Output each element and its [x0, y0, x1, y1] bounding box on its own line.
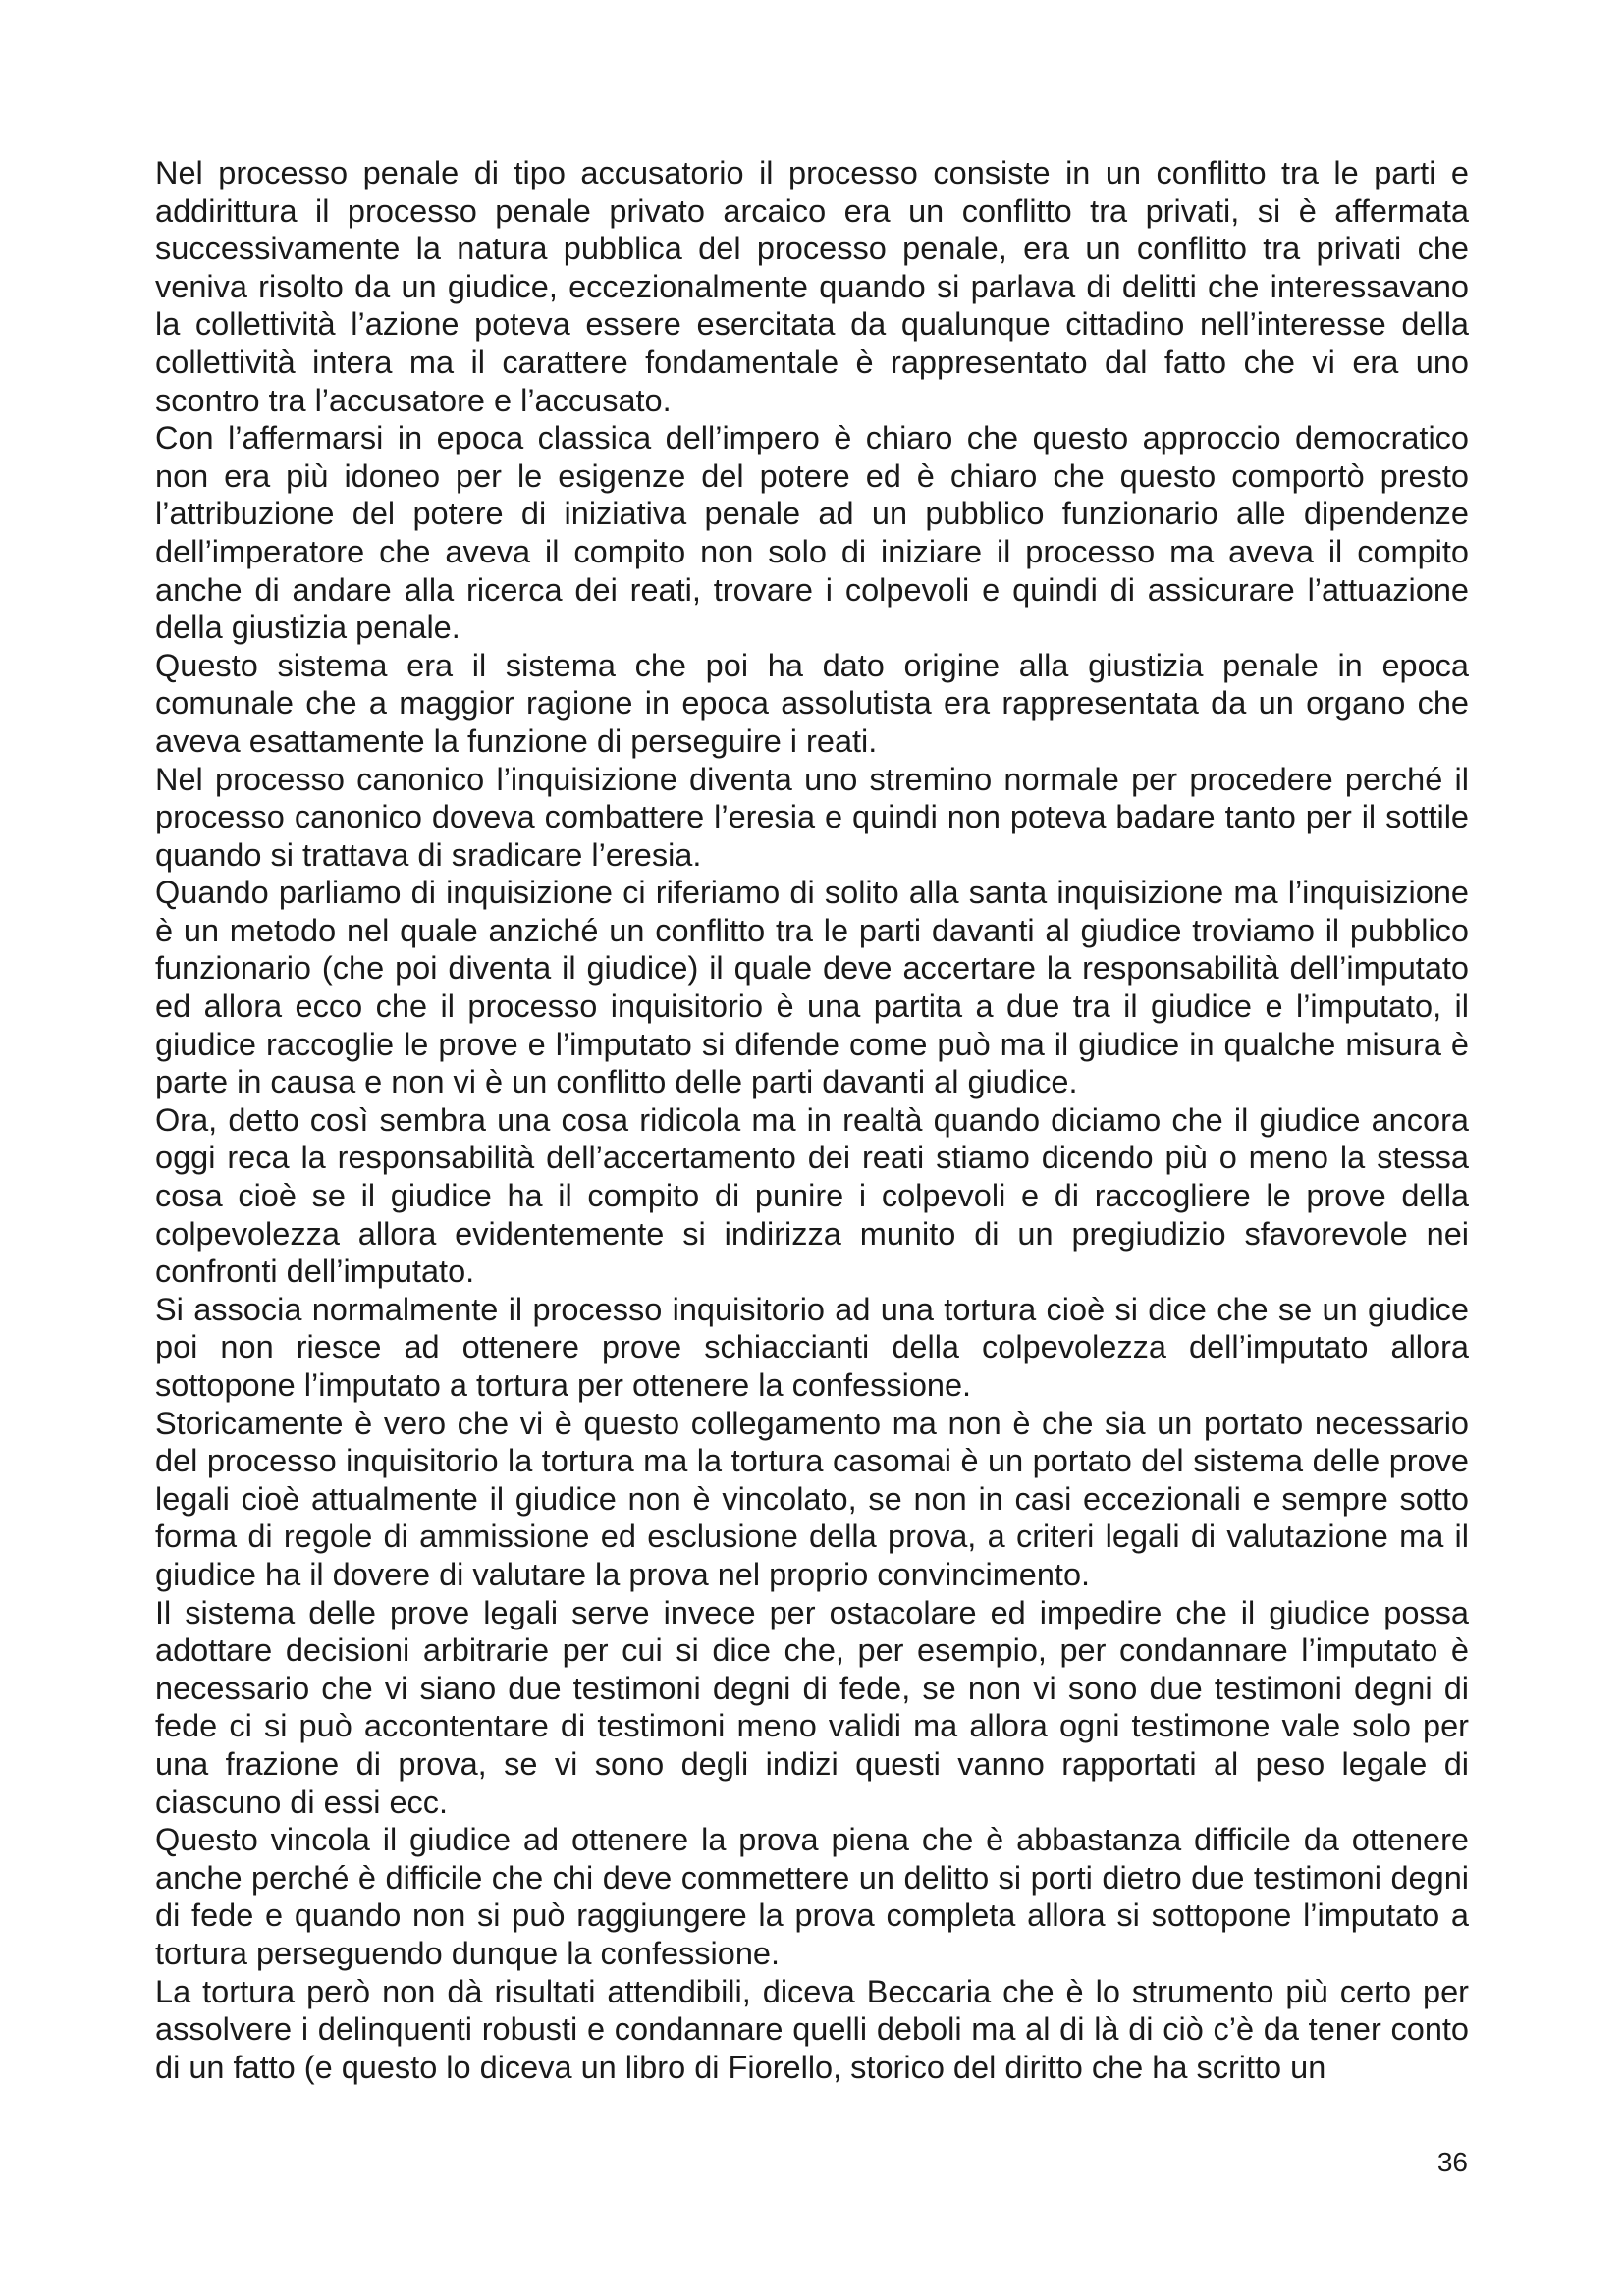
paragraph: Quando parliamo di inquisizione ci riferiamo di solito alla santa inquisizione ma l’inquisizione è un metodo nel quale anziché un conflitto tra le parti davanti al giudice troviamo il pubblico funzionario (che poi diventa il giudice) il quale deve accertare la responsabilità dell’imputato ed allora ecco che il processo inquisitorio è una partita a due tra il giudice e l’imputato, il giudice raccoglie le prove e l’imputato si difende come può ma il giudice in qualche misura è parte in causa e non vi è un conflitto delle parti davanti al giudice.	[155, 875, 1469, 1100]
paragraph: Questo sistema era il sistema che poi ha dato origine alla giustizia penale in epoca comunale che a maggior ragione in epoca assolutista era rappresentata da un organo che aveva esattamente la funzione di perseguire i reati.	[155, 647, 1469, 759]
paragraph: Il sistema delle prove legali serve invece per ostacolare ed impedire che il giudice possa adottare decisioni arbitrarie per cui si dice che, per esempio, per condannare l’imputato è necessario che vi siano due testimoni degni di fede, se non vi sono due testimoni degni di fede ci si può accontentare di testimoni meno validi ma allora ogni testimone vale solo per una frazione di prova, se vi sono degli indizi questi vanno rapportati al peso legale di ciascuno di essi ecc.	[155, 1594, 1469, 1820]
page-number: 36	[1436, 2147, 1468, 2177]
paragraph: Storicamente è vero che vi è questo collegamento ma non è che sia un portato necessario del processo inquisitorio la tortura ma la tortura casomai è un portato del sistema delle prove legali cioè attualmente il giudice non è vincolato, se non in casi eccezionali e sempre sotto forma di regole di ammissione ed esclusione della prova, a criteri legali di valutazione ma il giudice ha il dovere di valutare la prova nel proprio convincimento.	[155, 1405, 1469, 1592]
paragraph: Questo vincola il giudice ad ottenere la prova piena che è abbastanza difficile da ottenere anche perché è difficile che chi deve commettere un delitto si porti dietro due testimoni degni di fede e quando non si può raggiungere la prova completa allora si sottopone l’imputato a tortura perseguendo dunque la confessione.	[155, 1822, 1469, 1971]
paragraph: Ora, detto così sembra una cosa ridicola ma in realtà quando diciamo che il giudice ancora oggi reca la responsabilità dell’accertamento dei reati stiamo dicendo più o meno la stessa cosa cioè se il giudice ha il compito di punire i colpevoli e di raccogliere le prove della colpevolezza allora evidentemente si indirizza munito di un pregiudizio sfavorevole nei confronti dell’imputato.	[155, 1101, 1469, 1290]
paragraph: La tortura però non dà risultati attendibili, diceva Beccaria che è lo strumento più certo per assolvere i delinquenti robusti e condannare quelli deboli ma al di là di ciò c’è da tener conto di un fatto (e questo lo diceva un libro di Fiorello, storico del diritto che ha scritto un	[155, 1973, 1469, 2085]
paragraph: Si associa normalmente il processo inquisitorio ad una tortura cioè si dice che se un giudice poi non riesce ad ottenere prove schiaccianti della colpevolezza dell’imputato allora sottopone l’imputato a tortura per ottenere la confessione.	[155, 1291, 1469, 1403]
body-text	[155, 154, 1469, 2086]
paragraph: Nel processo penale di tipo accusatorio il processo consiste in un conflitto tra le parti e addirittura il processo penale privato arcaico era un conflitto tra privati, si è affermata successivamente la natura pubblica del processo penale, era un conflitto tra privati che veniva risolto da un giudice, eccezionalmente quando si parlava di delitti che interessavano la collettività l’azione poteva essere esercitata da qualunque cittadino nell’interesse della collettività intera ma il carattere fondamentale è rappresentato dal fatto che vi era uno scontro tra l’accusatore e l’accusato.	[155, 155, 1469, 418]
paragraph: Con l’affermarsi in epoca classica dell’impero è chiaro che questo approccio democratico non era più idoneo per le esigenze del potere ed è chiaro che questo comportò presto l’attribuzione del potere di iniziativa penale ad un pubblico funzionario alle dipendenze dell’imperatore che aveva il compito non solo di iniziare il processo ma aveva il compito anche di andare alla ricerca dei reati, trovare i colpevoli e quindi di assicurare l’attuazione della giustizia penale.	[155, 420, 1469, 646]
paragraph: Nel processo canonico l’inquisizione diventa uno stremino normale per procedere perché il processo canonico doveva combattere l’eresia e quindi non poteva badare tanto per il sottile quando si trattava di sradicare l’eresia.	[155, 761, 1469, 873]
